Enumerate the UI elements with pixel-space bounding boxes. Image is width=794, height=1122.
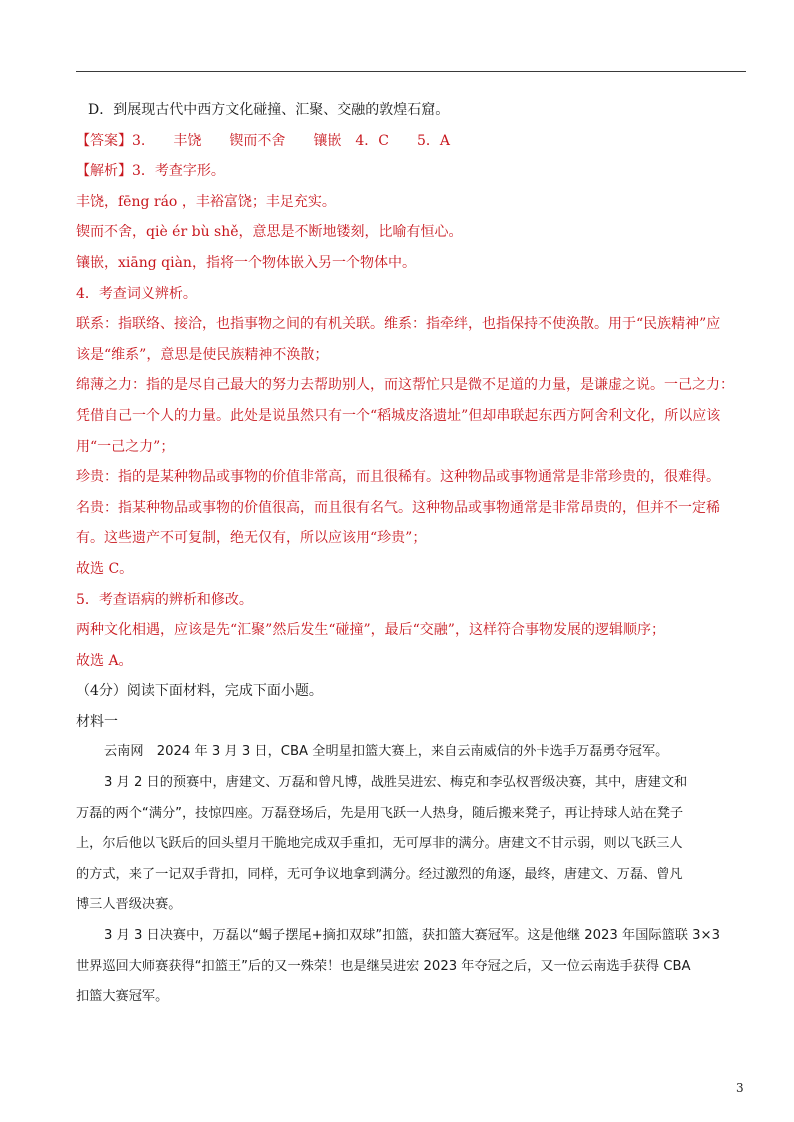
text-line-a3: 镶嵌，xiāng qiàn，指将一个物体嵌入另一个物体中。 (76, 254, 416, 271)
text-line-a16: 故选 A。 (76, 652, 133, 669)
header-rule (76, 71, 746, 72)
text-line-a5: 联系：指联络、接洽，也指事物之间的有机关联。维系：指牵绊，也指保持不使涣散。用于“民族精神”应 (76, 316, 721, 333)
text-line-q-intro: （4分）阅读下面材料，完成下面小题。 (76, 683, 323, 700)
material-line-m4: 上，尔后他以飞跃后的回头望月干脆地完成双手重扣，无可厚非的满分。唐建文不甘示弱，则以飞跃三人 (76, 836, 683, 852)
text-line-a14: 5．考查语病的辨析和修改。 (76, 591, 253, 608)
text-line-option-d: D．到展现古代中西方文化碰撞、汇聚、交融的敦煌石窟。 (88, 102, 450, 118)
text-line-a15: 两种文化相遇，应该是先“汇聚”然后发生“碰撞”，最后“交融”，这样符合事物发展的逻辑顺序； (76, 622, 665, 639)
material-line-m2: 3 月 2 日的预赛中，唐建文、万磊和曾凡博，战胜吴进宏、梅克和李弘权晋级决赛，其中，唐建文和 (104, 775, 688, 791)
material-line-m3: 万磊的两个“满分”，技惊四座。万磊登场后，先是用飞跃一人热身，随后搬来凳子，再让持球人站在凳子 (76, 805, 684, 821)
material-line-m6: 博三人晋级决赛。 (76, 897, 182, 913)
text-line-a8: 凭借自己一个人的力量。此处是说虽然只有一个“稻城皮洛遗址”但却串联起东西方阿舍利文化，所以应该 (76, 407, 721, 424)
text-line-a12: 有。这些遗产不可复制，绝无仅有，所以应该用“珍贵”； (76, 530, 427, 547)
document-body (76, 100, 748, 1018)
text-line-a10: 珍贵：指的是某种物品或事物的价值非常高，而且很稀有。这种物品或事物通常是非常珍贵的，很难得。 (76, 469, 720, 486)
text-line-a2: 锲而不舍，qiè ér bù shě，意思是不断地镂刻，比喻有恒心。 (76, 224, 463, 241)
material-line-m5: 的方式，来了一记双手背扣，同样，无可争议地拿到满分。经过激烈的角逐，最终，唐建文、万磊、曾凡 (76, 866, 683, 882)
text-line-a4: 4．考查词义辨析。 (76, 285, 197, 302)
text-line-a7: 绵薄之力：指的是尽自己最大的努力去帮助别人，而这帮忙只是微不足道的力量，是谦虚之说。一己之力： (76, 377, 734, 394)
material-line-m8: 世界巡回大师赛获得“扣篮王”后的又一殊荣！也是继吴进宏 2023 年夺冠之后，又一位云南选手获得 CBA (76, 958, 691, 974)
page-number: 3 (736, 1081, 744, 1095)
material-line-m7: 3 月 3 日决赛中，万磊以“蝎子摆尾+摘扣双球”扣篮，获扣篮大赛冠军。这是他继 2023 年国际篮联 3×3 (104, 928, 720, 944)
text-line-a11: 名贵：指某种物品或事物的价值很高，而且很有名气。这种物品或事物通常是非常昂贵的，但并不一定稀 (76, 499, 720, 516)
material-line-m1: 云南网 2024 年 3 月 3 日，CBA 全明星扣篮大赛上，来自云南威信的外卡选手万磊勇夺冠军。 (104, 744, 669, 760)
text-line-a6: 该是“维系”，意思是使民族精神不涣散； (76, 346, 329, 363)
text-line-a13: 故选 C。 (76, 560, 134, 577)
text-line-a9: 用“一己之力”； (76, 438, 175, 455)
material-one-text (76, 742, 748, 1007)
text-line-mat-title: 材料一 (76, 713, 118, 730)
material-line-m9: 扣篮大赛冠军。 (76, 989, 169, 1005)
text-line-answer: 【答案】3. 丰饶 锲而不舍 镶嵌 4．C 5．A (76, 132, 450, 149)
text-line-analysis-head: 【解析】3．考查字形。 (76, 163, 225, 180)
text-line-a1: 丰饶，fēng ráo ，丰裕富饶；丰足充实。 (76, 193, 336, 210)
answer-section (76, 100, 748, 732)
